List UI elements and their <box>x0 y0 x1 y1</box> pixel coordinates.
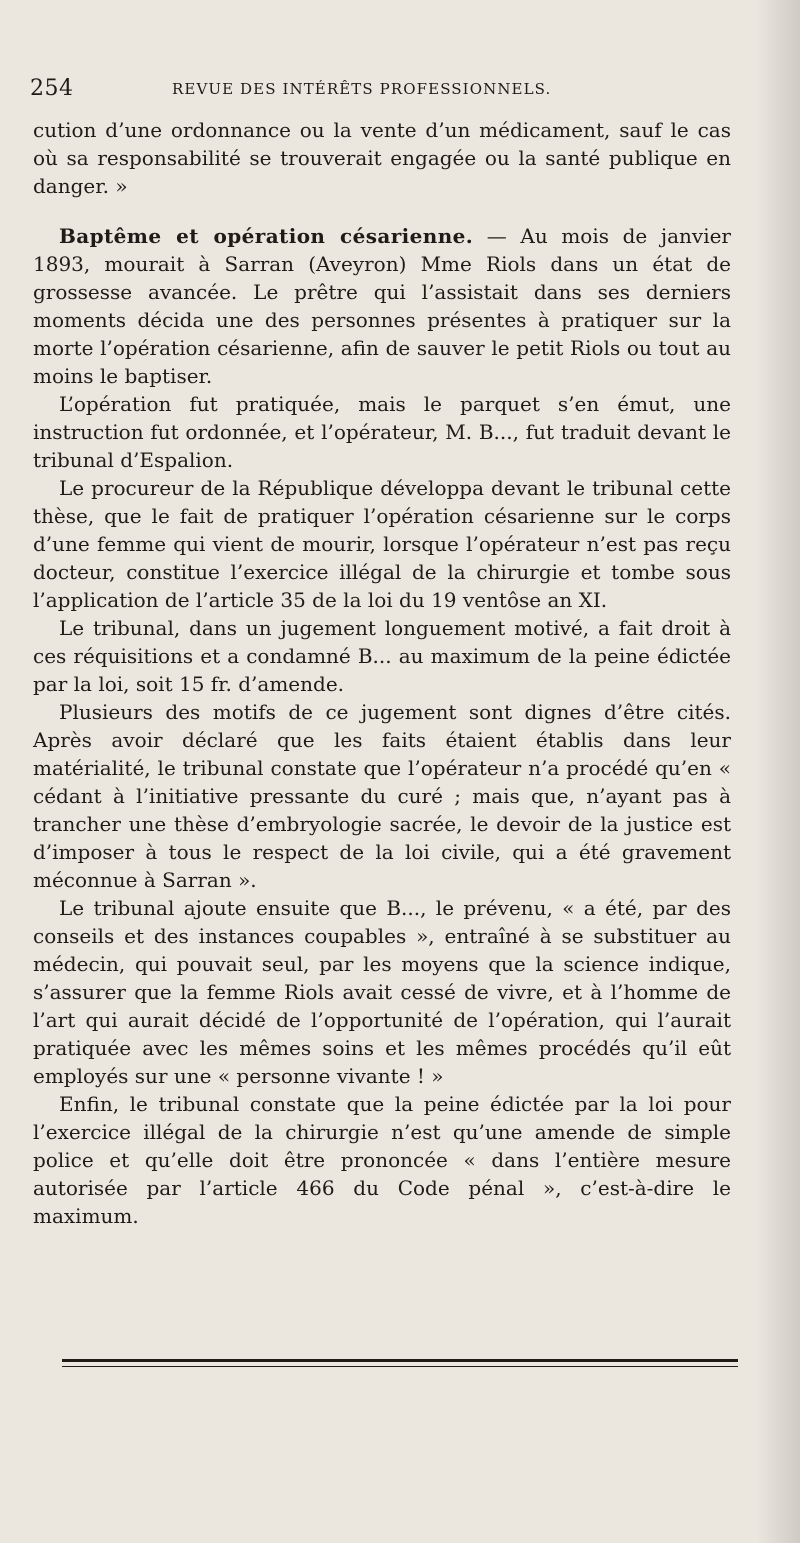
section-paragraph <box>33 222 731 390</box>
section-end-rules <box>62 1359 738 1371</box>
double-rule-thick <box>62 1359 738 1362</box>
paragraph-motives: Plusieurs des motifs de ce jugement sont dignes d’être cités. Après avoir déclaré que les faits étaient établis dans leur matérialité, le tribunal constate que l’opérateur n’a procédé qu’en « cédant à l’initiative pressante du curé ; mais que, n’ayant pas à trancher une thèse d’embryologie sacrée, le devoir de la justice est d’imposer à tous le respect de la loi civile, qui a été gravement méconnue à Sarran ». <box>33 700 731 892</box>
paragraph-prosecutor: Le procureur de la République développa devant le tribunal cette thèse, que le fait de pratiquer l’opération césarienne sur le corps d’une femme qui vient de mourir, lorsque l’opérateur n’est pas reçu docteur, constitue l’exercice illégal de la chirurgie et tombe sous l’application de l’article 35 de la loi du 19 ventôse an XI. <box>33 476 731 612</box>
continuation-paragraph: cution d’une ordonnance ou la vente d’un médicament, sauf le cas où sa responsabilité se trouverait engagée ou la santé publique en danger. » <box>33 118 731 198</box>
page-header <box>30 74 730 104</box>
page-number: 254 <box>30 76 74 101</box>
paragraph-instruction: L’opération fut pratiquée, mais le parquet s’en émut, une instruction fut ordonnée, et l’opérateur, M. B..., fut traduit devant le tribunal d’Espalion. <box>33 392 731 472</box>
paragraph-tribunal-adds: Le tribunal ajoute ensuite que B..., le prévenu, « a été, par des conseils et des instances coupables », entraîné à se substituer au médecin, qui pouvait seul, par les moyens que la science indique, s’assurer que la femme Riols avait cessé de vivre, et à l’homme de l’art qui aurait décidé de l’opportunité de l’opération, qui l’aurait pratiquée avec les mêmes soins et les mêmes procédés qu’il eût employés sur une « personne vivante ! » <box>33 896 731 1088</box>
paragraph-conclusion: Enfin, le tribunal constate que la peine édictée par la loi pour l’exercice illégal de la chirurgie n’est qu’une amende de simple police et qu’elle doit être prononcée « dans l’entière mesure autorisée par l’article 466 du Code pénal », c’est-à-dire le maximum. <box>33 1092 731 1228</box>
section-intro-text: — Au mois de janvier 1893, mourait à Sarran (Aveyron) Mme Riols dans un état de grossesse avancée. Le prêtre qui l’assistait dans ses derniers moments décida une des personnes présentes à pratiquer sur la morte l’opération césarienne, afin de sauver le petit Riols ou tout au moins le baptiser. <box>33 224 731 388</box>
double-rule-thin <box>62 1366 738 1367</box>
paragraph-judgment: Le tribunal, dans un jugement longuement motivé, a fait droit à ces réquisitions et a condamné B... au maximum de la peine édictée par la loi, soit 15 fr. d’amende. <box>33 616 731 696</box>
section-title: Baptême et opération césarienne. <box>59 224 474 248</box>
body-text <box>33 116 731 1230</box>
running-head: REVUE DES INTÉRÊTS PROFESSIONNELS. <box>172 80 552 98</box>
